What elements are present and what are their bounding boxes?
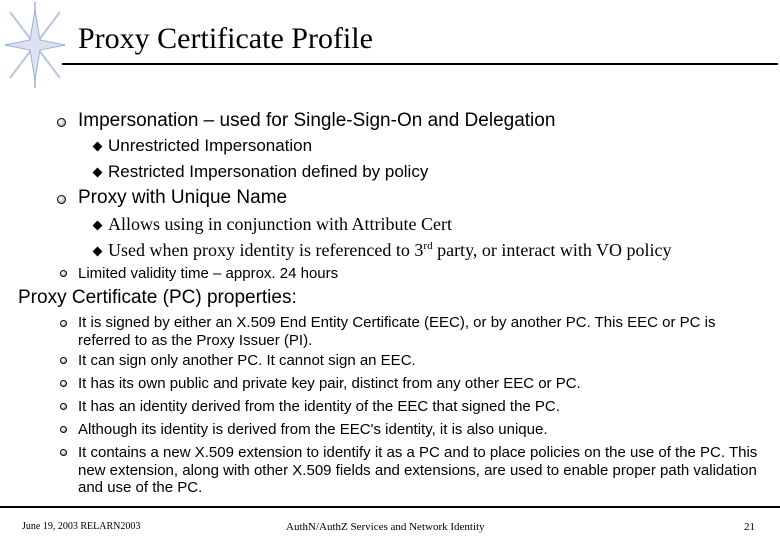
bullet-dot-icon: [60, 357, 67, 364]
superscript-rd: rd: [423, 240, 433, 252]
property-item: It is signed by either an X.509 End Entity Certificate (EEC), or by another PC. This EEC or PC is referred to as the Proxy Issuer (PI).: [78, 314, 716, 349]
property-item: Although its identity is derived from the EEC's identity, it is also unique.: [78, 421, 548, 438]
sub-bullet-restricted: Restricted Impersonation defined by policy: [108, 162, 429, 181]
bullet-dot-icon: [57, 118, 66, 127]
bullet-impersonation: Impersonation – used for Single-Sign-On and Delegation: [78, 110, 556, 131]
sub-bullet-third-party-tail: party, or interact with VO policy: [432, 240, 672, 260]
bullet-dot-icon: [60, 380, 67, 387]
bullet-dot-icon: [60, 449, 67, 456]
bullet-dot-icon: [57, 195, 66, 204]
diamond-bullet-icon: [93, 168, 103, 178]
property-item: It has its own public and private key pair, distinct from any other EEC or PC.: [78, 375, 581, 392]
property-item: It contains a new X.509 extension to identify it as a PC and to place policies on the use of the PC. This new extension, along with other X.509 fields and extensions, are used to enable proper path validation and use of the PC.: [78, 444, 758, 496]
footer-title: AuthN/AuthZ Services and Network Identity: [286, 521, 485, 533]
bullet-dot-icon: [60, 403, 67, 410]
diamond-bullet-icon: [93, 247, 103, 257]
title-divider: [62, 63, 778, 65]
bullet-dot-icon: [60, 320, 67, 327]
slide-title: Proxy Certificate Profile: [78, 22, 373, 55]
bullet-dot-icon: [60, 426, 67, 433]
bullet-proxy-unique-name: Proxy with Unique Name: [78, 187, 288, 208]
bullet-dot-icon: [60, 270, 67, 277]
footer-divider: [0, 506, 780, 508]
property-item: It can sign only another PC. It cannot sign an EEC.: [78, 352, 416, 369]
sub-bullet-attribute-cert: Allows using in conjunction with Attribute Cert: [108, 214, 452, 234]
sub-bullet-unrestricted: Unrestricted Impersonation: [108, 136, 313, 155]
diamond-bullet-icon: [93, 221, 103, 231]
sub-bullet-third-party-text: Used when proxy identity is referenced to 3: [108, 240, 424, 260]
diamond-bullet-icon: [93, 142, 103, 152]
sub-bullet-third-party: [108, 240, 672, 261]
star-logo-icon: [0, 0, 70, 90]
bullet-limited-validity: Limited validity time – approx. 24 hours: [78, 265, 339, 282]
pc-properties-heading: Proxy Certificate (PC) properties:: [18, 287, 297, 308]
page-number: 21: [744, 521, 755, 533]
footer-date-event: June 19, 2003 RELARN2003: [22, 521, 141, 532]
property-item: It has an identity derived from the identity of the EEC that signed the PC.: [78, 398, 560, 415]
